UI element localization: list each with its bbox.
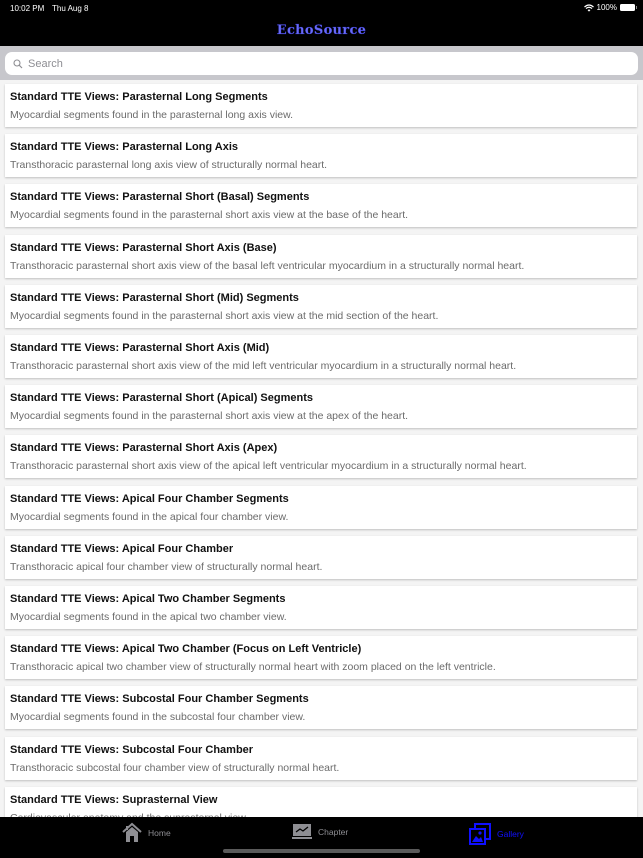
search-icon [11, 59, 25, 69]
list-item[interactable] [5, 285, 637, 328]
list-item[interactable] [5, 737, 637, 780]
status-date: Thu Aug 8 [52, 4, 89, 13]
list-item-title: Standard TTE Views: Subcostal Four Chamber Segments [10, 693, 309, 706]
list-item-title: Standard TTE Views: Apical Four Chamber Segments [10, 492, 289, 505]
list-item[interactable] [5, 335, 637, 378]
list-item-subtitle: Myocardial segments found in the parasternal long axis view. [10, 109, 294, 121]
list-item[interactable] [5, 134, 637, 177]
list-item[interactable] [5, 435, 637, 478]
list-item[interactable] [5, 686, 637, 729]
gallery-icon [469, 823, 491, 845]
list-item-subtitle: Myocardial segments found in the parasternal short axis view at the mid section of the heart. [10, 309, 439, 322]
list-item[interactable] [5, 385, 637, 428]
list-item-subtitle: Myocardial segments found in the parasternal short axis view at the apex of the heart. [10, 410, 409, 423]
list-item-title: Standard TTE Views: Parasternal Short Axis (Base) [10, 241, 277, 254]
nav-bar [0, 18, 643, 46]
list-item-title: Standard TTE Views: Parasternal Short (Apical) Segments [10, 392, 313, 405]
list-item[interactable] [5, 486, 637, 529]
list-item-title: Standard TTE Views: Subcostal Four Chamber [10, 743, 254, 756]
tab-chapter[interactable] [292, 823, 348, 840]
content-list[interactable] [0, 80, 643, 817]
list-item-subtitle: Myocardial segments found in the subcostal four chamber view. [10, 711, 306, 724]
tab-home-label: Home [148, 827, 171, 838]
home-indicator [223, 849, 420, 853]
status-right [584, 3, 635, 12]
search-box[interactable] [5, 52, 638, 75]
list-item-subtitle: Transthoracic apical four chamber view of structurally normal heart. [10, 560, 323, 573]
list-item-subtitle: Transthoracic apical two chamber view of structurally normal heart with zoom placed on the left ventricle. [10, 661, 496, 674]
wifi-icon [584, 4, 594, 12]
list-item-title: Standard TTE Views: Suprasternal View [10, 793, 218, 806]
list-item-title: Standard TTE Views: Apical Two Chamber (Focus on Left Ventricle) [10, 643, 362, 656]
list-item[interactable] [5, 586, 637, 629]
list-item-title: Standard TTE Views: Parasternal Short Axis (Apex) [10, 442, 278, 455]
tab-gallery-label: Gallery [497, 829, 524, 839]
chapter-icon [292, 823, 312, 840]
list-item[interactable] [5, 235, 637, 278]
status-bar [0, 0, 643, 18]
list-item-title: Standard TTE Views: Apical Two Chamber Segments [10, 593, 286, 605]
list-item-subtitle: Transthoracic parasternal short axis view of the apical left ventricular myocardium in a structurally normal heart. [10, 460, 527, 473]
list-item-title: Standard TTE Views: Apical Four Chamber [10, 542, 234, 555]
status-time: 10:02 PM [10, 4, 45, 13]
list-item[interactable] [5, 636, 637, 679]
list-item-subtitle: Myocardial segments found in the parasternal short axis view at the base of the heart. [10, 209, 409, 222]
list-item[interactable] [5, 184, 637, 227]
search-bar [0, 46, 643, 80]
battery-icon [620, 4, 635, 11]
list-item-title: Standard TTE Views: Parasternal Long Axis [10, 141, 239, 154]
list-item-title: Standard TTE Views: Parasternal Short (Mid) Segments [10, 291, 299, 304]
app-title: EchoSource [276, 23, 367, 38]
list-item-subtitle: Transthoracic parasternal long axis view of structurally normal heart. [10, 159, 328, 172]
list-item-subtitle: Transthoracic parasternal short axis view of the mid left ventricular myocardium in a structurally normal heart. [10, 360, 517, 372]
list-item-subtitle: Transthoracic subcostal four chamber view of structurally normal heart. [10, 761, 340, 774]
tab-chapter-label: Chapter [318, 826, 349, 837]
list-item-subtitle: Transthoracic parasternal short axis view of the basal left ventricular myocardium in a structurally normal heart. [10, 259, 525, 272]
list-item[interactable] [5, 536, 637, 579]
list-item-subtitle: Myocardial segments found in the apical two chamber view. [10, 611, 287, 623]
list-item-subtitle: Myocardial segments found in the apical four chamber view. [10, 510, 289, 523]
home-icon [122, 823, 142, 842]
battery-percent: 100% [596, 3, 617, 12]
list-item-title: Standard TTE Views: Parasternal Long Segments [10, 91, 268, 103]
search-input[interactable] [25, 58, 638, 70]
tab-home[interactable] [122, 823, 171, 842]
list-item-title: Standard TTE Views: Parasternal Short (Basal) Segments [10, 191, 310, 204]
list-item-title: Standard TTE Views: Parasternal Short Axis (Mid) [10, 342, 270, 354]
tab-gallery[interactable] [469, 823, 524, 845]
list-item[interactable] [5, 84, 637, 127]
